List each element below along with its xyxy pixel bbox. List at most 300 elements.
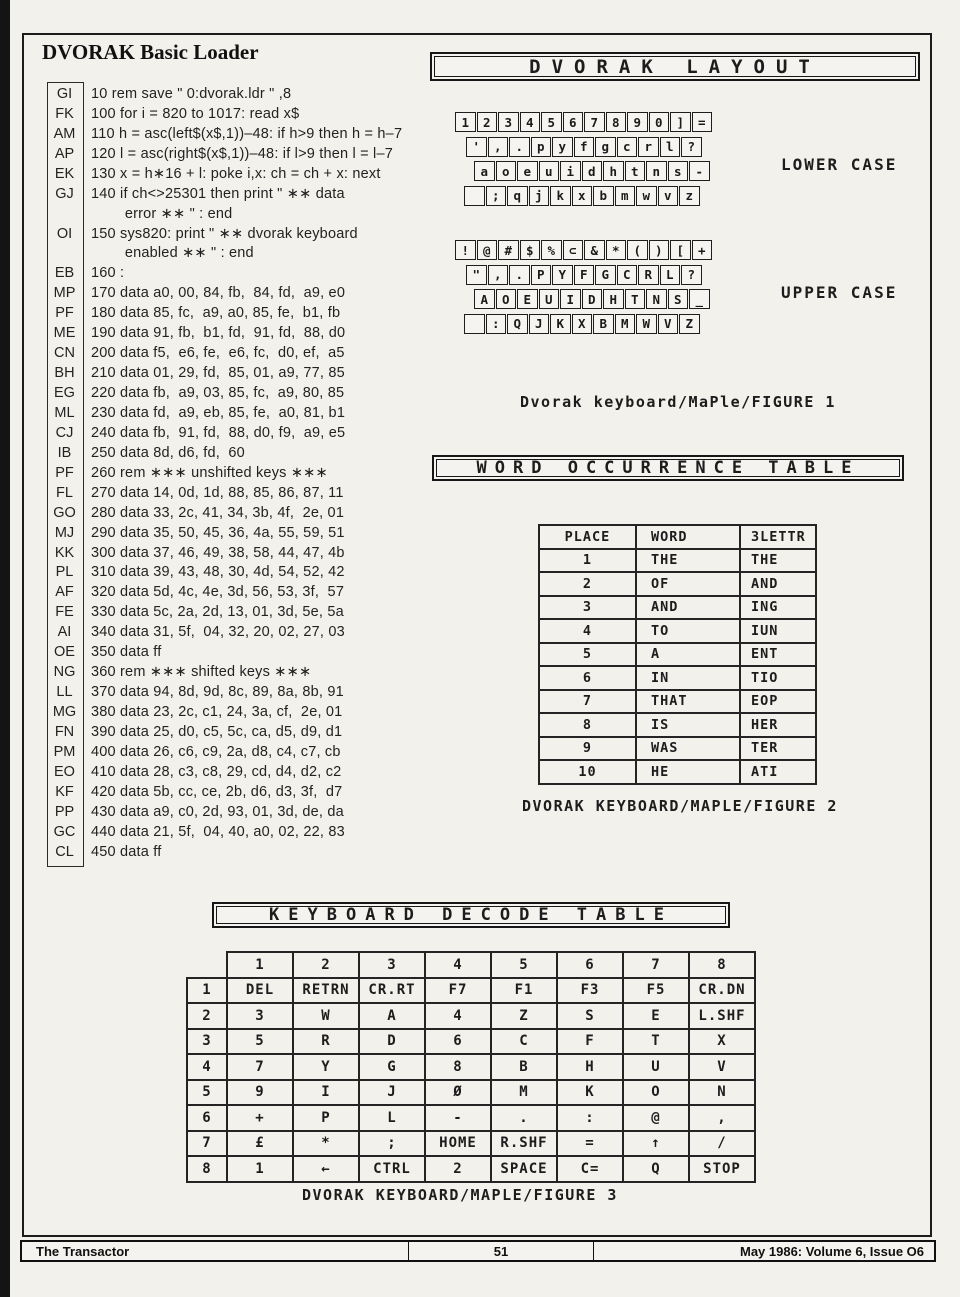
keycap-label: O	[501, 291, 510, 307]
keycap-label: X	[577, 316, 586, 331]
place-cell: 10	[539, 760, 636, 784]
checksum-code: KF	[55, 783, 74, 800]
keyboard-row	[455, 240, 713, 260]
keycap	[520, 240, 541, 260]
footer-magazine-name: The Transactor	[22, 1242, 409, 1260]
decode-cell: :	[557, 1105, 623, 1131]
keycap	[507, 186, 528, 206]
keycap-label: 9	[633, 114, 642, 130]
keycap-label: L	[665, 267, 674, 282]
decode-cell: ←	[293, 1156, 359, 1182]
footer-issue-info: May 1986: Volume 6, Issue O6	[593, 1242, 934, 1260]
listing-line	[47, 822, 447, 842]
word-cell: THE	[636, 549, 740, 573]
listing-line	[47, 842, 447, 862]
keycap	[668, 161, 689, 181]
checksum-code: EB	[54, 265, 75, 282]
decode-cell: ,	[689, 1105, 755, 1131]
keycap	[668, 289, 689, 309]
decode-cell: I	[293, 1080, 359, 1106]
keycap-label: [	[676, 242, 685, 258]
listing-line	[47, 802, 447, 822]
keycap	[477, 240, 498, 260]
keycap-label: ?	[687, 267, 696, 282]
keycap	[464, 314, 485, 334]
keycap-label: !	[461, 242, 470, 258]
keycap-label: _	[695, 291, 704, 307]
decode-cell: 1	[227, 1156, 293, 1182]
keycap-label: B	[599, 316, 608, 331]
listing-line-text: 250 data 8d, d6, fd, 60	[91, 444, 245, 461]
keycap-label: .	[515, 267, 524, 282]
keycap	[584, 240, 605, 260]
decode-cell: 4	[425, 1003, 491, 1029]
keycap	[625, 289, 646, 309]
keycap-label: h	[609, 163, 618, 179]
checksum-code: FL	[56, 484, 73, 501]
decode-cell: ↑	[623, 1131, 689, 1157]
keyboard-row	[464, 186, 713, 206]
decode-cell: CTRL	[359, 1156, 425, 1182]
keycap-label: M	[620, 316, 629, 331]
keycap	[550, 314, 571, 334]
lowercase-keyboard-diagram	[455, 112, 713, 210]
listing-line	[47, 782, 447, 802]
decode-cell: W	[293, 1003, 359, 1029]
listing-line	[47, 224, 447, 244]
keycap	[681, 137, 702, 157]
keycap-label: p	[536, 139, 545, 154]
keycap	[679, 314, 700, 334]
keycap-label: C	[622, 267, 631, 282]
col-header-word: WORD	[636, 525, 740, 549]
checksum-code: CJ	[55, 424, 74, 441]
place-cell: 8	[539, 713, 636, 737]
figure2-caption: DVORAK KEYBOARD/MAPLE/FIGURE 2	[522, 797, 838, 815]
keycap	[498, 240, 519, 260]
decode-cell: DEL	[227, 978, 293, 1004]
keycap	[606, 112, 627, 132]
keycap	[625, 161, 646, 181]
checksum-code: GI	[56, 85, 73, 102]
keycap	[507, 314, 528, 334]
listing-line-text: 200 data f5, e6, fe, e6, fc, d0, ef, a5	[91, 345, 345, 362]
keycap-label: t	[630, 163, 639, 179]
decode-cell: J	[359, 1080, 425, 1106]
keycap-label: I	[566, 291, 575, 307]
decode-col-header: 7	[623, 952, 689, 978]
keycap	[529, 186, 550, 206]
decode-row-label: 3	[187, 1029, 227, 1055]
keycap	[627, 240, 648, 260]
keycap	[563, 240, 584, 260]
decode-cell: F3	[557, 978, 623, 1004]
checksum-code: PF	[55, 305, 74, 322]
keycap-label: U	[544, 291, 553, 307]
keycap-label: F	[579, 267, 588, 282]
decode-row	[187, 1105, 755, 1131]
decode-row-label: 8	[187, 1156, 227, 1182]
keycap-label: G	[601, 267, 610, 282]
trigram-cell: TER	[740, 737, 816, 761]
word-table-row	[539, 596, 816, 620]
listing-line	[47, 523, 447, 543]
checksum-code: GC	[53, 823, 76, 840]
checksum-code: FK	[55, 105, 74, 122]
listing-line	[47, 124, 447, 144]
checksum-code: AP	[54, 145, 75, 162]
checksum-code: PF	[55, 464, 74, 481]
keycap	[520, 112, 541, 132]
keycap-label: P	[536, 267, 545, 282]
keycap	[498, 112, 519, 132]
keycap-label: &	[590, 242, 599, 258]
decode-cell: O	[623, 1080, 689, 1106]
listing-line-text: 410 data 28, c3, c8, 29, cd, d4, d2, c2	[91, 763, 342, 780]
keycap	[509, 137, 530, 157]
decode-cell: R	[293, 1029, 359, 1055]
keycap-label: 5	[547, 114, 556, 130]
scan-edge-strip	[0, 0, 10, 1297]
listing-line-text: 220 data fb, a9, 03, 85, fc, a9, 80, 85	[91, 385, 345, 402]
col-header-place: PLACE	[539, 525, 636, 549]
decode-row	[187, 1054, 755, 1080]
keycap	[649, 240, 670, 260]
listing-line-text: 160 :	[91, 265, 125, 282]
decode-cell: CR.RT	[359, 978, 425, 1004]
keyboard-row	[474, 289, 713, 309]
checksum-code: MG	[52, 704, 77, 721]
keycap-label: a	[480, 163, 489, 179]
decode-row-label: 5	[187, 1080, 227, 1106]
decode-col-header: 1	[227, 952, 293, 978]
keyboard-row	[466, 265, 713, 285]
listing-line-text: 360 rem ∗∗∗ shifted keys ∗∗∗	[91, 664, 312, 681]
listing-line-text: 400 data 26, c6, c9, 2a, d8, c4, c7, cb	[91, 743, 341, 760]
checksum-code: OE	[54, 644, 75, 661]
keycap-label: k	[556, 188, 565, 203]
decode-cell: L.SHF	[689, 1003, 755, 1029]
keycap	[593, 314, 614, 334]
keycap	[552, 137, 573, 157]
keycap	[572, 186, 593, 206]
listing-line-text: 130 x = h∗16 + l: poke i,x: ch = ch + x: next	[91, 165, 381, 182]
word-cell: IN	[636, 666, 740, 690]
decode-cell: C	[491, 1029, 557, 1055]
checksum-code: GJ	[55, 185, 74, 202]
keycap	[488, 265, 509, 285]
keycap-label: J	[534, 316, 543, 331]
keycap-label: 2	[482, 114, 491, 130]
keycap-label: q	[513, 188, 522, 203]
decode-cell: V	[689, 1054, 755, 1080]
decode-cell: £	[227, 1131, 293, 1157]
keycap-label: K	[556, 316, 565, 331]
keycap	[660, 265, 681, 285]
decode-cell: -	[425, 1105, 491, 1131]
keycap	[606, 240, 627, 260]
keycap	[584, 112, 605, 132]
word-cell: A	[636, 643, 740, 667]
checksum-code: PL	[55, 564, 74, 581]
listing-line	[47, 144, 447, 164]
decode-cell: ;	[359, 1131, 425, 1157]
listing-line-text: error ∗∗ " : end	[91, 205, 233, 222]
word-table-row	[539, 549, 816, 573]
listing-line	[47, 244, 447, 264]
keycap	[550, 186, 571, 206]
listing-line	[47, 104, 447, 124]
keyboard-row	[464, 314, 713, 334]
word-cell: OF	[636, 572, 740, 596]
keycap	[455, 112, 476, 132]
trigram-cell: TIO	[740, 666, 816, 690]
listing-line	[47, 602, 447, 622]
listing-line	[47, 483, 447, 503]
decode-col-header: 6	[557, 952, 623, 978]
keycap-label: f	[579, 139, 588, 154]
decode-cell: +	[227, 1105, 293, 1131]
keycap-label: e	[523, 163, 532, 179]
dvorak-layout-title-box	[430, 52, 920, 81]
keycap	[496, 289, 517, 309]
decode-cell: 6	[425, 1029, 491, 1055]
listing-line	[47, 662, 447, 682]
keyboard-row	[466, 137, 713, 157]
listing-line-text: 310 data 39, 43, 48, 30, 4d, 54, 52, 42	[91, 564, 345, 581]
decode-cell: B	[491, 1054, 557, 1080]
listing-line-text: 390 data 25, d0, c5, 5c, ca, d5, d9, d1	[91, 723, 343, 740]
keycap	[660, 137, 681, 157]
decode-cell: SPACE	[491, 1156, 557, 1182]
decode-row-label: 7	[187, 1131, 227, 1157]
keycap	[531, 137, 552, 157]
decode-cell: 8	[425, 1054, 491, 1080]
keycap-label: n	[652, 163, 661, 179]
keycap-label: =	[697, 114, 706, 130]
checksum-code: CN	[54, 345, 75, 362]
keycap	[486, 314, 507, 334]
keycap-label: u	[544, 163, 553, 179]
article-title: DVORAK Basic Loader	[42, 40, 259, 64]
keycap	[670, 240, 691, 260]
listing-line	[47, 283, 447, 303]
keycap	[679, 186, 700, 206]
place-cell: 1	[539, 549, 636, 573]
decode-cell: F	[557, 1029, 623, 1055]
keycap-label: Z	[685, 316, 694, 331]
keycap	[464, 186, 485, 206]
listing-line	[47, 563, 447, 583]
keycap-label: #	[504, 242, 513, 258]
listing-line	[47, 722, 447, 742]
keycap-label: o	[501, 163, 510, 179]
keycap	[595, 137, 616, 157]
keycap	[517, 289, 538, 309]
keycap	[517, 161, 538, 181]
keycap	[582, 289, 603, 309]
keycap-label: c	[622, 139, 631, 154]
decode-cell: .	[491, 1105, 557, 1131]
keycap-label: 7	[590, 114, 599, 130]
keycap-label: 6	[568, 114, 577, 130]
word-table-title: WORD OCCURRENCE TABLE	[436, 459, 900, 477]
decode-cell: T	[623, 1029, 689, 1055]
keyboard-decode-table	[186, 951, 756, 1183]
decode-cell: =	[557, 1131, 623, 1157]
keycap-label: 3	[504, 114, 513, 130]
checksum-code: EO	[54, 763, 75, 780]
dvorak-layout-title: DVORAK LAYOUT	[434, 56, 916, 77]
decode-cell: F5	[623, 978, 689, 1004]
decode-cell: E	[623, 1003, 689, 1029]
listing-line-text: 120 l = asc(right$(x$,1))–48: if l>9 then l = l–7	[91, 145, 393, 162]
listing-line-text: 190 data 91, fb, b1, fd, 91, fd, 88, d0	[91, 325, 346, 342]
word-cell: THAT	[636, 690, 740, 714]
keycap-label: m	[620, 188, 629, 203]
word-cell: AND	[636, 596, 740, 620]
keycap-label: r	[644, 139, 653, 154]
keycap	[593, 186, 614, 206]
listing-line	[47, 642, 447, 662]
keycap-label: ⊂	[568, 242, 577, 258]
keycap-label: D	[587, 291, 596, 307]
checksum-code: AF	[55, 584, 74, 601]
trigram-cell: AND	[740, 572, 816, 596]
decode-table-title: KEYBOARD DECODE TABLE	[216, 906, 726, 924]
keyboard-row	[455, 112, 713, 132]
word-cell: IS	[636, 713, 740, 737]
listing-line-text: 420 data 5b, cc, ce, 2b, d6, d3, 3f, d7	[91, 783, 343, 800]
decode-row-label: 6	[187, 1105, 227, 1131]
corner-void-cell	[187, 952, 227, 978]
decode-header-row	[187, 952, 755, 978]
decode-cell: @	[623, 1105, 689, 1131]
word-table-row	[539, 666, 816, 690]
keycap-label: 0	[654, 114, 663, 130]
keycap-label: )	[654, 242, 663, 258]
place-cell: 7	[539, 690, 636, 714]
listing-line	[47, 263, 447, 283]
upper-case-label: UPPER CASE	[781, 283, 898, 302]
trigram-cell: IUN	[740, 619, 816, 643]
checksum-code: PP	[54, 803, 75, 820]
decode-cell: RETRN	[293, 978, 359, 1004]
keycap-label: @	[482, 242, 491, 258]
decode-row	[187, 978, 755, 1004]
listing-line	[47, 622, 447, 642]
place-cell: 5	[539, 643, 636, 667]
listing-line-text: 380 data 23, 2c, c1, 24, 3a, cf, 2e, 01	[91, 704, 343, 721]
figure3-caption: DVORAK KEYBOARD/MAPLE/FIGURE 3	[302, 1186, 618, 1204]
checksum-code: LL	[56, 684, 73, 701]
word-table-header-row	[539, 525, 816, 549]
keycap-label: z	[685, 188, 694, 203]
decode-table-title-box	[212, 902, 730, 928]
listing-line-text: 440 data 21, 5f, 04, 40, a0, 02, 22, 83	[91, 823, 345, 840]
page-footer	[20, 1240, 936, 1262]
decode-row-label: 4	[187, 1054, 227, 1080]
col-header-3lettr: 3LETTR	[740, 525, 816, 549]
listing-line	[47, 443, 447, 463]
keycap	[541, 112, 562, 132]
decode-col-header: 5	[491, 952, 557, 978]
listing-line	[47, 164, 447, 184]
keycap	[692, 112, 713, 132]
keycap-label: 8	[611, 114, 620, 130]
decode-row	[187, 1156, 755, 1182]
trigram-cell: EOP	[740, 690, 816, 714]
word-table-row	[539, 572, 816, 596]
keycap-label: V	[663, 316, 672, 331]
keycap	[638, 265, 659, 285]
keycap	[627, 112, 648, 132]
word-table-row	[539, 619, 816, 643]
listing-line	[47, 503, 447, 523]
decode-cell: D	[359, 1029, 425, 1055]
keycap-label: -	[695, 163, 704, 179]
figure1-caption: Dvorak keyboard/MaPle/FIGURE 1	[520, 393, 836, 411]
checksum-code: OI	[56, 225, 73, 242]
decode-row	[187, 1029, 755, 1055]
keycap-label: H	[609, 291, 618, 307]
decode-cell: N	[689, 1080, 755, 1106]
keycap-label: x	[577, 188, 586, 203]
decode-row	[187, 1003, 755, 1029]
checksum-code: BH	[54, 365, 75, 382]
decode-cell: P	[293, 1105, 359, 1131]
keycap-label: *	[611, 242, 620, 258]
checksum-code: AI	[57, 624, 72, 641]
listing-line-text: 450 data ff	[91, 843, 162, 860]
keycap	[474, 161, 495, 181]
keycap	[636, 314, 657, 334]
keycap	[474, 289, 495, 309]
place-cell: 4	[539, 619, 636, 643]
lower-case-label: LOWER CASE	[781, 155, 898, 174]
keycap-label: "	[472, 267, 481, 282]
decode-cell: 5	[227, 1029, 293, 1055]
keycap-label: ?	[687, 139, 696, 154]
keycap	[636, 186, 657, 206]
keycap	[646, 289, 667, 309]
checksum-code: NG	[53, 664, 76, 681]
listing-line-text: enabled ∗∗ " : end	[91, 245, 254, 262]
checksum-code: FE	[55, 604, 74, 621]
keycap-label: w	[642, 188, 651, 203]
keycap	[496, 161, 517, 181]
decode-cell: F1	[491, 978, 557, 1004]
word-table-row	[539, 643, 816, 667]
keycap	[572, 314, 593, 334]
decode-cell: S	[557, 1003, 623, 1029]
checksum-code: PM	[53, 743, 76, 760]
checksum-code: ML	[54, 404, 75, 421]
word-cell: WAS	[636, 737, 740, 761]
keycap	[541, 240, 562, 260]
decode-row	[187, 1131, 755, 1157]
keycap	[466, 137, 487, 157]
keycap	[466, 265, 487, 285]
keycap	[582, 161, 603, 181]
keycap-label: s	[673, 163, 682, 179]
place-cell: 6	[539, 666, 636, 690]
listing-line	[47, 463, 447, 483]
keycap	[574, 137, 595, 157]
listing-line-text: 180 data 85, fc, a9, a0, 85, fe, b1, fb	[91, 305, 341, 322]
listing-line	[47, 204, 447, 224]
keycap	[486, 186, 507, 206]
